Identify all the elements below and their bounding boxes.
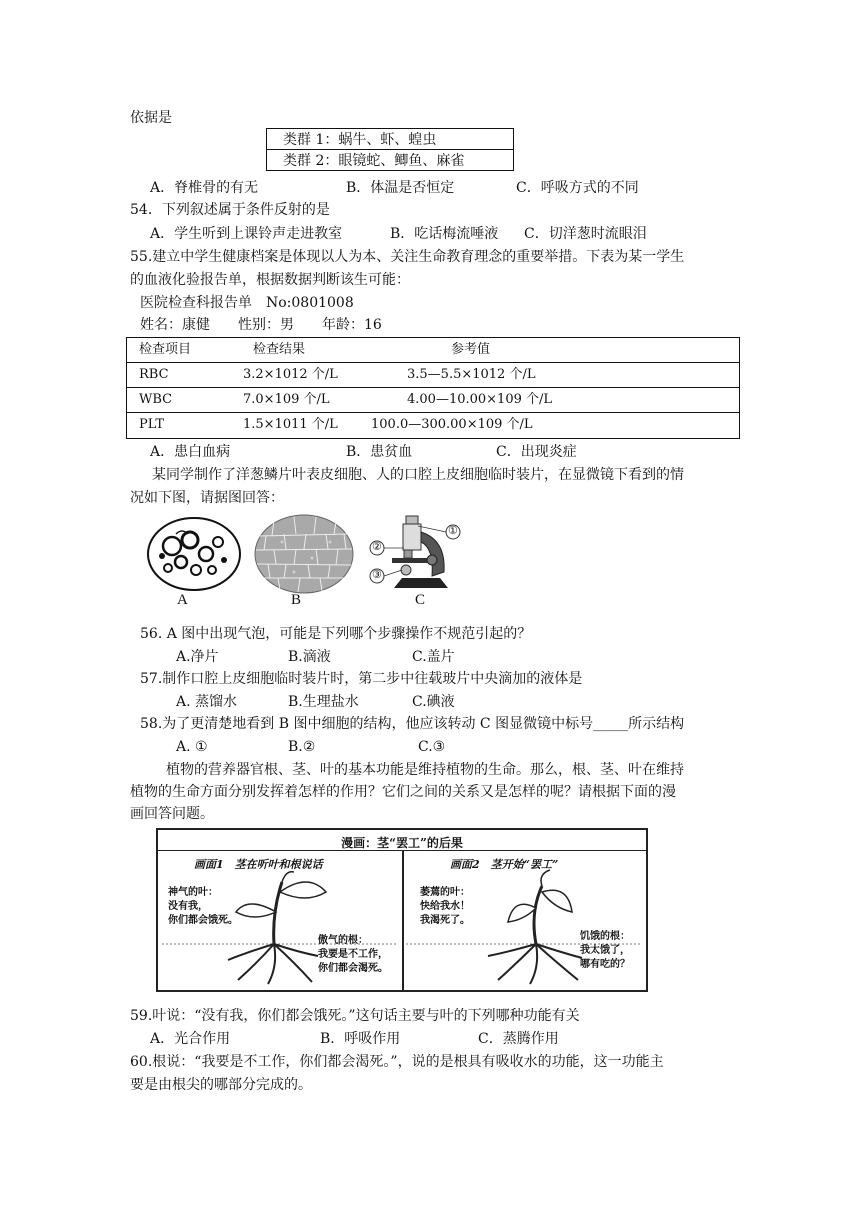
q59-option-c: C．蒸腾作用 [478, 1031, 559, 1047]
micro-intro-line1: 某同学制作了洋葱鳞片叶表皮细胞、人的口腔上皮细胞临时装片，在显微镜下看到的情 [152, 467, 684, 483]
q58-option-c: C.③ [418, 739, 446, 755]
header-reference: 参考值 [451, 342, 491, 357]
figure-b-onion-cells [254, 514, 354, 594]
q57-option-b: B.生理盐水 [288, 694, 359, 710]
cartoon-title: 漫画：茎“罢工”的后果 [341, 836, 463, 850]
row-reference: 4.00—10.00×109 个/L [407, 392, 553, 407]
figure-a-bubbles [146, 514, 242, 592]
q58-stem: 58.为了更清楚地看到 B 图中细胞的结构，他应该转动 C 图显微镜中标号_____所示结构 [140, 716, 685, 732]
q56-option-b: B.滴液 [288, 649, 331, 665]
q58-option-a: A. ① [176, 739, 208, 755]
row-result: 3.2×1012 个/L [243, 367, 338, 382]
q58-option-b: B.② [288, 739, 316, 755]
q57-stem: 57.制作口腔上皮细胞临时装片时，第二步中往载玻片中央滴加的液体是 [140, 671, 583, 687]
q54-option-a: A．学生听到上课铃声走进教室 [150, 226, 343, 242]
header-result: 检查结果 [253, 342, 306, 357]
table-row [127, 363, 739, 388]
blood-table-header [127, 338, 739, 363]
q55-option-b: B．患贫血 [346, 444, 413, 460]
plant-intro-line3: 画回答问题。 [130, 806, 214, 822]
q53-option-a: A．脊椎骨的有无 [150, 180, 259, 196]
panel1-caption: 画面1 茎在听叶和根说话 [194, 858, 323, 871]
panel2-caption: 画面2 茎开始“罢工” [450, 858, 559, 871]
intro-text: 依据是 [130, 110, 172, 126]
q55-stem-line2: 的血液化验报告单，根据数据判断该生可能： [130, 272, 410, 288]
row-result: 1.5×1011 个/L [243, 417, 338, 432]
leaf2-speech: 萎蔫的叶： 快给我水！ 我渴死了。 [420, 887, 470, 926]
figure-a-label: A [177, 592, 188, 608]
q57-option-c: C.碘液 [412, 694, 455, 710]
q56-option-a: A.净片 [176, 649, 219, 665]
microscope-mark-1: ① [448, 524, 458, 537]
class-group-1: 类群 1：蜗牛、虾、蝗虫 [267, 129, 514, 150]
q55-option-a: A．患白血病 [150, 444, 231, 460]
q60-line2: 要是由根尖的哪部分完成的。 [130, 1077, 312, 1093]
q54-option-b: B．吃话梅流唾液 [390, 226, 499, 242]
micro-intro-line2: 况如下图，请据图回答： [130, 490, 284, 506]
classification-table [266, 128, 514, 171]
leaf1-speech: 神气的叶： 没有我， 你们都会饿死。 [168, 887, 238, 926]
root2-speech: 饥饿的根： 我太饿了， 哪有吃的？ [580, 931, 630, 970]
q55-option-c: C．出现炎症 [496, 444, 577, 460]
q53-option-b: B．体温是否恒定 [346, 180, 455, 196]
microscope-mark-3: ③ [372, 568, 382, 581]
figure-b-label: B [291, 592, 302, 608]
row-item: WBC [139, 392, 173, 407]
q56-stem: 56. A 图中出现气泡，可能是下列哪个步骤操作不规范引起的？ [140, 626, 532, 642]
q59-option-a: A．光合作用 [150, 1031, 231, 1047]
blood-test-table [126, 337, 740, 439]
row-item: PLT [139, 417, 164, 432]
patient-info: 姓名：康健 性别：男 年龄：16 [140, 317, 382, 333]
q54-stem: 54．下列叙述属于条件反射的是 [130, 202, 330, 218]
plant-cartoon [156, 828, 648, 992]
row-item: RBC [139, 367, 169, 382]
q57-option-a: A. 蒸馏水 [176, 694, 238, 710]
q55-stem-line1: 55.建立中学生健康档案是体现以人为本、关注生命教育理念的重要举措。下表为某一学生 [130, 249, 685, 265]
plant-intro-line2: 植物的生命方面分别发挥着怎样的作用？它们之间的关系又是怎样的呢？请根据下面的漫 [130, 784, 676, 800]
row-result: 7.0×109 个/L [243, 392, 330, 407]
table-row [127, 388, 739, 413]
q59-option-b: B．呼吸作用 [320, 1031, 401, 1047]
microscope-mark-2: ② [372, 540, 382, 553]
header-item: 检查项目 [139, 342, 192, 357]
class-group-2: 类群 2：眼镜蛇、鲫鱼、麻雀 [267, 150, 514, 171]
row-reference: 3.5—5.5×1012 个/L [407, 367, 536, 382]
table-row [127, 413, 739, 437]
q60-line1: 60.根说：“我要是不工作，你们都会渴死。”，说的是根具有吸收水的功能，这一功能主 [130, 1054, 664, 1070]
plant-intro-line1: 植物的营养器官根、茎、叶的基本功能是维持植物的生命。那么，根、茎、叶在维持 [166, 762, 684, 778]
q56-option-c: C.盖片 [412, 649, 455, 665]
q54-option-c: C．切洋葱时流眼泪 [524, 226, 647, 242]
row-reference: 100.0—300.00×109 个/L [371, 417, 533, 432]
q53-option-c: C．呼吸方式的不同 [516, 180, 639, 196]
report-title: 医院检查科报告单 No:0801008 [140, 295, 354, 311]
root1-speech: 傲气的根： 我要是不工作， 你们都会渴死。 [318, 935, 388, 974]
figure-c-label: C [415, 592, 426, 608]
q59-stem: 59.叶说：“没有我，你们都会饿死。”这句话主要与叶的下列哪种功能有关 [130, 1008, 580, 1024]
